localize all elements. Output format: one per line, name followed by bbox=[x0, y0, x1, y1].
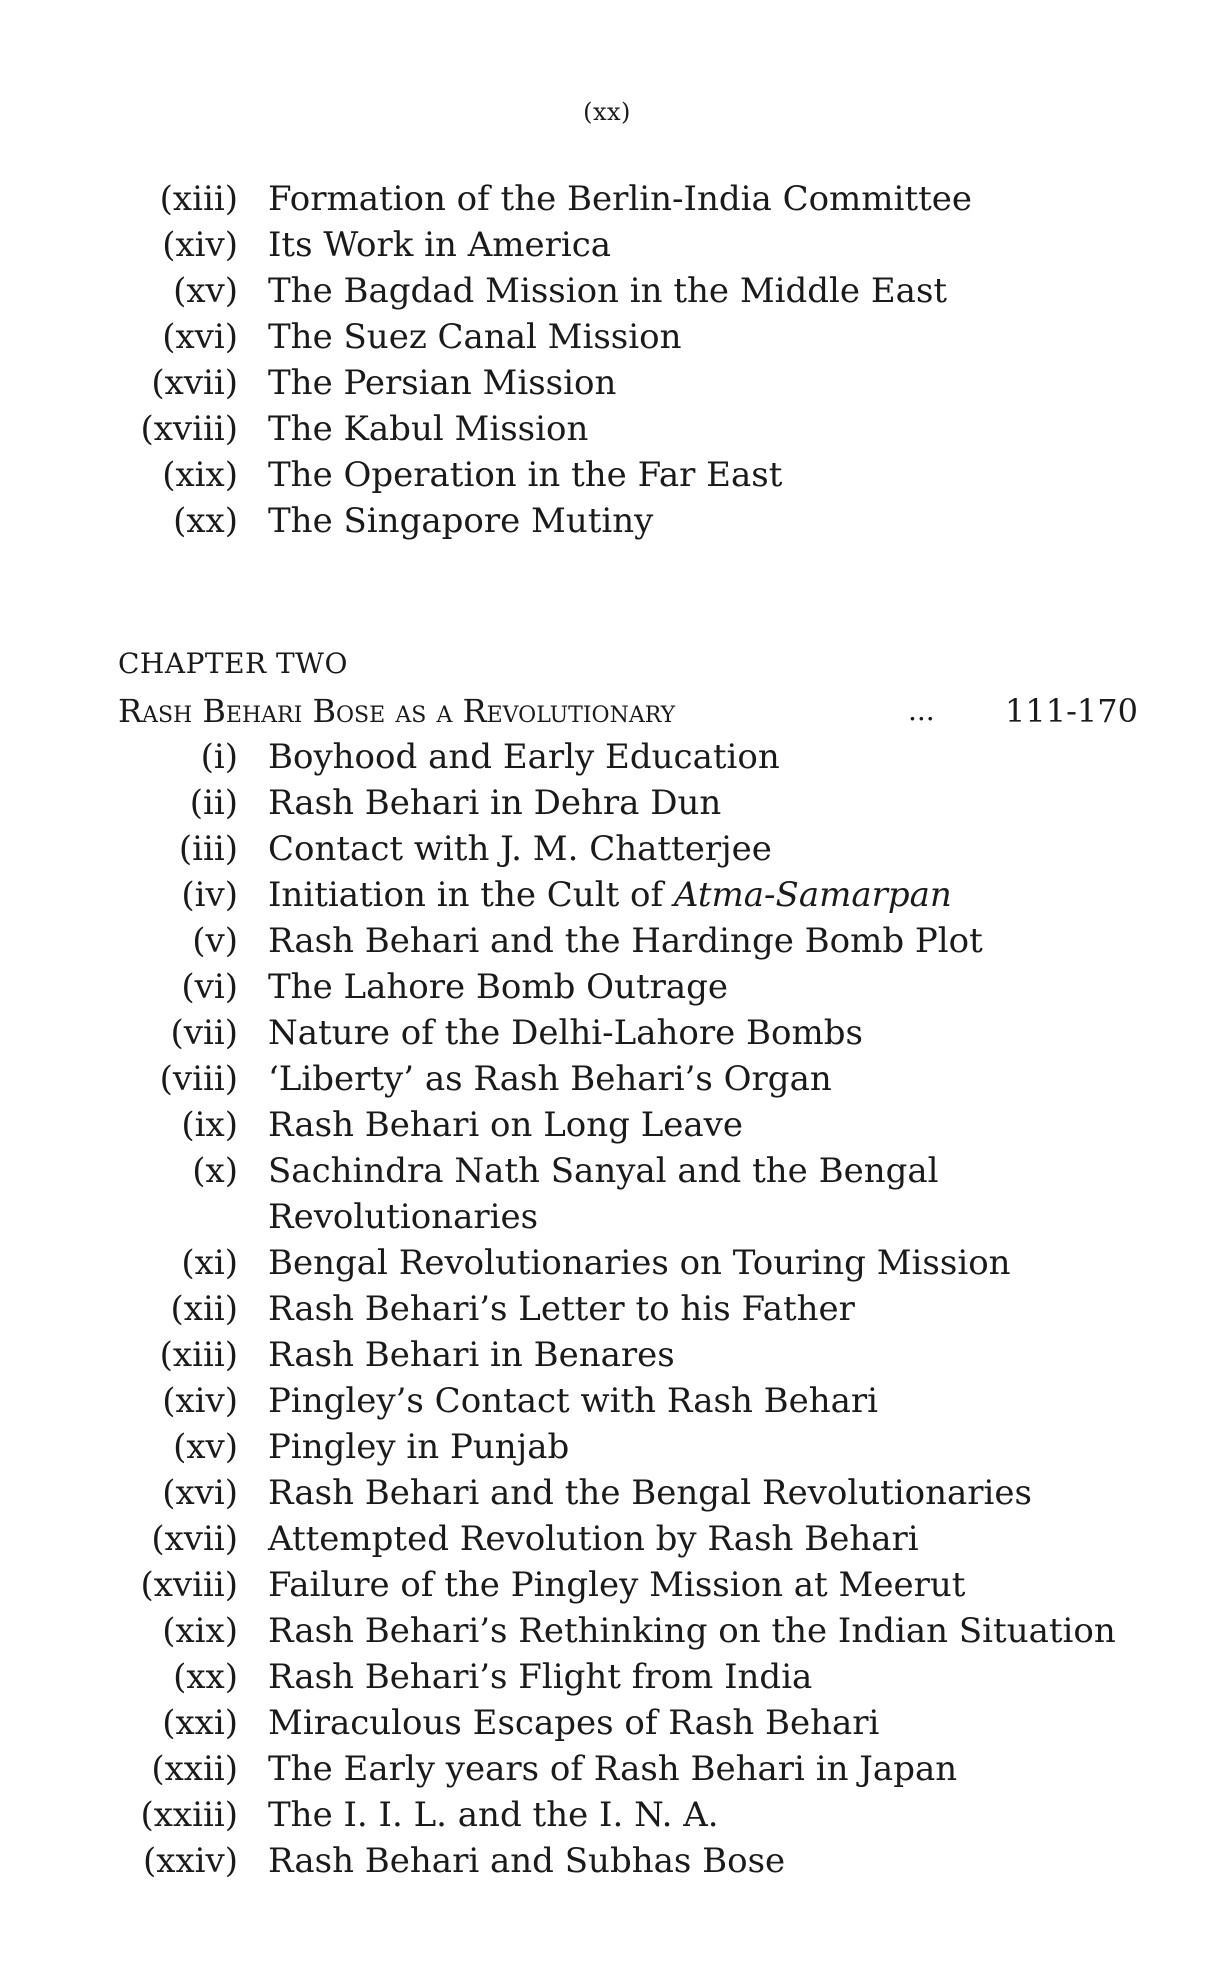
toc-entry bbox=[0, 964, 1214, 1010]
entry-number: (ii) bbox=[189, 783, 238, 823]
toc-entry bbox=[0, 780, 1214, 826]
toc-entry bbox=[0, 872, 1214, 918]
toc-entry bbox=[0, 1516, 1214, 1562]
entry-number: (xx) bbox=[173, 501, 238, 541]
entry-title-text: Rash Behari in Dehra Dun bbox=[268, 783, 722, 823]
entry-title-text: Rash Behari’s Letter to his Father bbox=[268, 1289, 855, 1329]
entry-number: (xi) bbox=[181, 1243, 238, 1283]
entry-title bbox=[268, 1378, 878, 1424]
toc-entry bbox=[0, 826, 1214, 872]
entry-title bbox=[268, 918, 983, 964]
entry-number: (xxiv) bbox=[143, 1841, 238, 1881]
entry-title-text: The I. I. L. and the I. N. A. bbox=[268, 1795, 719, 1835]
entry-title bbox=[268, 1010, 863, 1056]
entry-title-text: Nature of the Delhi-Lahore Bombs bbox=[268, 1013, 863, 1053]
toc-entry bbox=[0, 314, 1214, 360]
toc-entry bbox=[0, 918, 1214, 964]
entry-title-text: Rash Behari and the Bengal Revolutionaries bbox=[268, 1473, 1033, 1513]
entry-number: (xv) bbox=[173, 1427, 238, 1467]
entry-title bbox=[268, 1102, 743, 1148]
entry-title-text: Miraculous Escapes of Rash Behari bbox=[268, 1703, 880, 1743]
entry-title-text: The Singapore Mutiny bbox=[268, 501, 654, 541]
entry-number: (v) bbox=[192, 921, 238, 961]
toc-entry bbox=[0, 1838, 1214, 1884]
entry-title-text: Pingley’s Contact with Rash Behari bbox=[268, 1381, 879, 1421]
entry-title bbox=[268, 1286, 855, 1332]
toc-entry-continuation bbox=[0, 1194, 1214, 1240]
chapter-two-sections bbox=[0, 734, 1214, 1884]
entry-title-text: Rash Behari and the Hardinge Bomb Plot bbox=[268, 921, 983, 961]
entry-title bbox=[268, 406, 588, 452]
toc-entry bbox=[0, 452, 1214, 498]
entry-title-text: Sachindra Nath Sanyal and the Bengal bbox=[268, 1151, 939, 1191]
entry-number: (xxi) bbox=[162, 1703, 238, 1743]
entry-number: (xii) bbox=[170, 1289, 238, 1329]
entry-number: (vii) bbox=[170, 1013, 238, 1053]
toc-entry bbox=[0, 268, 1214, 314]
entry-title-text: The Kabul Mission bbox=[268, 409, 589, 449]
toc-entry bbox=[0, 1102, 1214, 1148]
entry-number: (xvii) bbox=[151, 363, 238, 403]
entry-title bbox=[268, 1654, 812, 1700]
entry-title bbox=[268, 1516, 919, 1562]
toc-entry bbox=[0, 1286, 1214, 1332]
entry-number: (vi) bbox=[181, 967, 238, 1007]
entry-number: (iii) bbox=[178, 829, 238, 869]
toc-entry bbox=[0, 734, 1214, 780]
entry-number: (xx) bbox=[173, 1657, 238, 1697]
entry-title-text: The Early years of Rash Behari in Japan bbox=[268, 1749, 958, 1789]
entry-number: (xxiii) bbox=[140, 1795, 238, 1835]
entry-title-text: Rash Behari on Long Leave bbox=[268, 1105, 744, 1145]
toc-entry bbox=[0, 176, 1214, 222]
entry-title-text: Its Work in America bbox=[268, 225, 612, 265]
entry-number: (x) bbox=[192, 1151, 238, 1191]
entry-title bbox=[268, 1470, 1032, 1516]
entry-title bbox=[268, 1148, 939, 1194]
section-list-continued bbox=[0, 176, 1214, 544]
entry-title bbox=[268, 360, 616, 406]
entry-title-italic: Atma-Samarpan bbox=[673, 875, 952, 915]
entry-title-text: The Bagdad Mission in the Middle East bbox=[268, 271, 948, 311]
entry-title bbox=[268, 222, 611, 268]
toc-entry bbox=[0, 360, 1214, 406]
entry-title bbox=[268, 268, 947, 314]
entry-title bbox=[268, 964, 728, 1010]
entry-number: (iv) bbox=[181, 875, 238, 915]
entry-title-continued: Revolutionaries bbox=[268, 1197, 539, 1237]
entry-number: (xviii) bbox=[140, 409, 238, 449]
chapter-page-range: 111-170 bbox=[1005, 692, 1138, 730]
toc-entry bbox=[0, 1424, 1214, 1470]
entry-title bbox=[268, 314, 682, 360]
entry-title-text: Rash Behari and Subhas Bose bbox=[268, 1841, 786, 1881]
entry-title-text: Bengal Revolutionaries on Touring Mission bbox=[268, 1243, 1011, 1283]
entry-title bbox=[268, 1562, 965, 1608]
chapter-heading bbox=[118, 688, 1138, 734]
entry-number: (xvi) bbox=[162, 317, 238, 357]
toc-entry bbox=[0, 1240, 1214, 1286]
toc-entry bbox=[0, 1654, 1214, 1700]
entry-title bbox=[268, 1746, 957, 1792]
toc-entry bbox=[0, 1010, 1214, 1056]
entry-title-text: Rash Behari’s Rethinking on the Indian Situation bbox=[268, 1611, 1116, 1651]
entry-title bbox=[268, 780, 721, 826]
toc-entry bbox=[0, 1608, 1214, 1654]
entry-title bbox=[268, 872, 952, 918]
entry-title bbox=[268, 1332, 675, 1378]
entry-title bbox=[268, 1056, 832, 1102]
entry-title-text: Boyhood and Early Education bbox=[268, 737, 780, 777]
entry-number: (xiv) bbox=[162, 1381, 238, 1421]
entry-title-text: Initiation in the Cult of bbox=[268, 875, 664, 915]
entry-title-text: The Lahore Bomb Outrage bbox=[268, 967, 729, 1007]
entry-title-text: Attempted Revolution by Rash Behari bbox=[268, 1519, 919, 1559]
leader-dots: ... bbox=[908, 694, 935, 727]
entry-number: (xix) bbox=[162, 1611, 238, 1651]
entry-number: (xv) bbox=[173, 271, 238, 311]
toc-entry bbox=[0, 1700, 1214, 1746]
entry-number: (xvi) bbox=[162, 1473, 238, 1513]
entry-title bbox=[268, 1792, 719, 1838]
toc-entry bbox=[0, 1378, 1214, 1424]
toc-entry bbox=[0, 498, 1214, 544]
toc-entry bbox=[0, 1562, 1214, 1608]
entry-title bbox=[268, 1700, 879, 1746]
entry-number: (viii) bbox=[159, 1059, 238, 1099]
entry-title bbox=[268, 734, 780, 780]
entry-title-text: Rash Behari in Benares bbox=[268, 1335, 675, 1375]
entry-title-text: Formation of the Berlin-India Committee bbox=[268, 179, 972, 219]
entry-number: (xxii) bbox=[151, 1749, 238, 1789]
toc-entry bbox=[0, 222, 1214, 268]
entry-number: (xix) bbox=[162, 455, 238, 495]
toc-entry bbox=[0, 1056, 1214, 1102]
entry-title bbox=[268, 176, 972, 222]
entry-title bbox=[268, 1240, 1011, 1286]
toc-entry bbox=[0, 1746, 1214, 1792]
entry-number: (i) bbox=[200, 737, 238, 777]
page-number: (xx) bbox=[583, 98, 631, 126]
chapter-label: CHAPTER TWO bbox=[118, 647, 348, 680]
toc-entry bbox=[0, 406, 1214, 452]
entry-title-text: Failure of the Pingley Mission at Meerut bbox=[268, 1565, 966, 1605]
entry-title-text: Pingley in Punjab bbox=[268, 1427, 570, 1467]
entry-title bbox=[268, 826, 772, 872]
entry-number: (xiii) bbox=[159, 1335, 238, 1375]
chapter-title: Rash Behari Bose as a Revolutionary bbox=[118, 692, 676, 730]
entry-number: (xiii) bbox=[159, 179, 238, 219]
toc-entry bbox=[0, 1792, 1214, 1838]
entry-title-text: Rash Behari’s Flight from India bbox=[268, 1657, 813, 1697]
entry-title bbox=[268, 452, 782, 498]
entry-number: (xviii) bbox=[140, 1565, 238, 1605]
toc-entry bbox=[0, 1148, 1214, 1194]
toc-entry bbox=[0, 1332, 1214, 1378]
entry-title-text: The Suez Canal Mission bbox=[268, 317, 682, 357]
entry-number: (xvii) bbox=[151, 1519, 238, 1559]
entry-title bbox=[268, 1608, 1116, 1654]
entry-title bbox=[268, 498, 653, 544]
entry-title bbox=[268, 1424, 569, 1470]
entry-number: (ix) bbox=[181, 1105, 238, 1145]
toc-entry bbox=[0, 1470, 1214, 1516]
entry-title-text: ‘Liberty’ as Rash Behari’s Organ bbox=[268, 1059, 832, 1099]
entry-title-text: The Operation in the Far East bbox=[268, 455, 783, 495]
entry-title-text: Contact with J. M. Chatterjee bbox=[268, 829, 772, 869]
entry-number: (xiv) bbox=[162, 225, 238, 265]
entry-title bbox=[268, 1838, 785, 1884]
entry-title-text: The Persian Mission bbox=[268, 363, 617, 403]
